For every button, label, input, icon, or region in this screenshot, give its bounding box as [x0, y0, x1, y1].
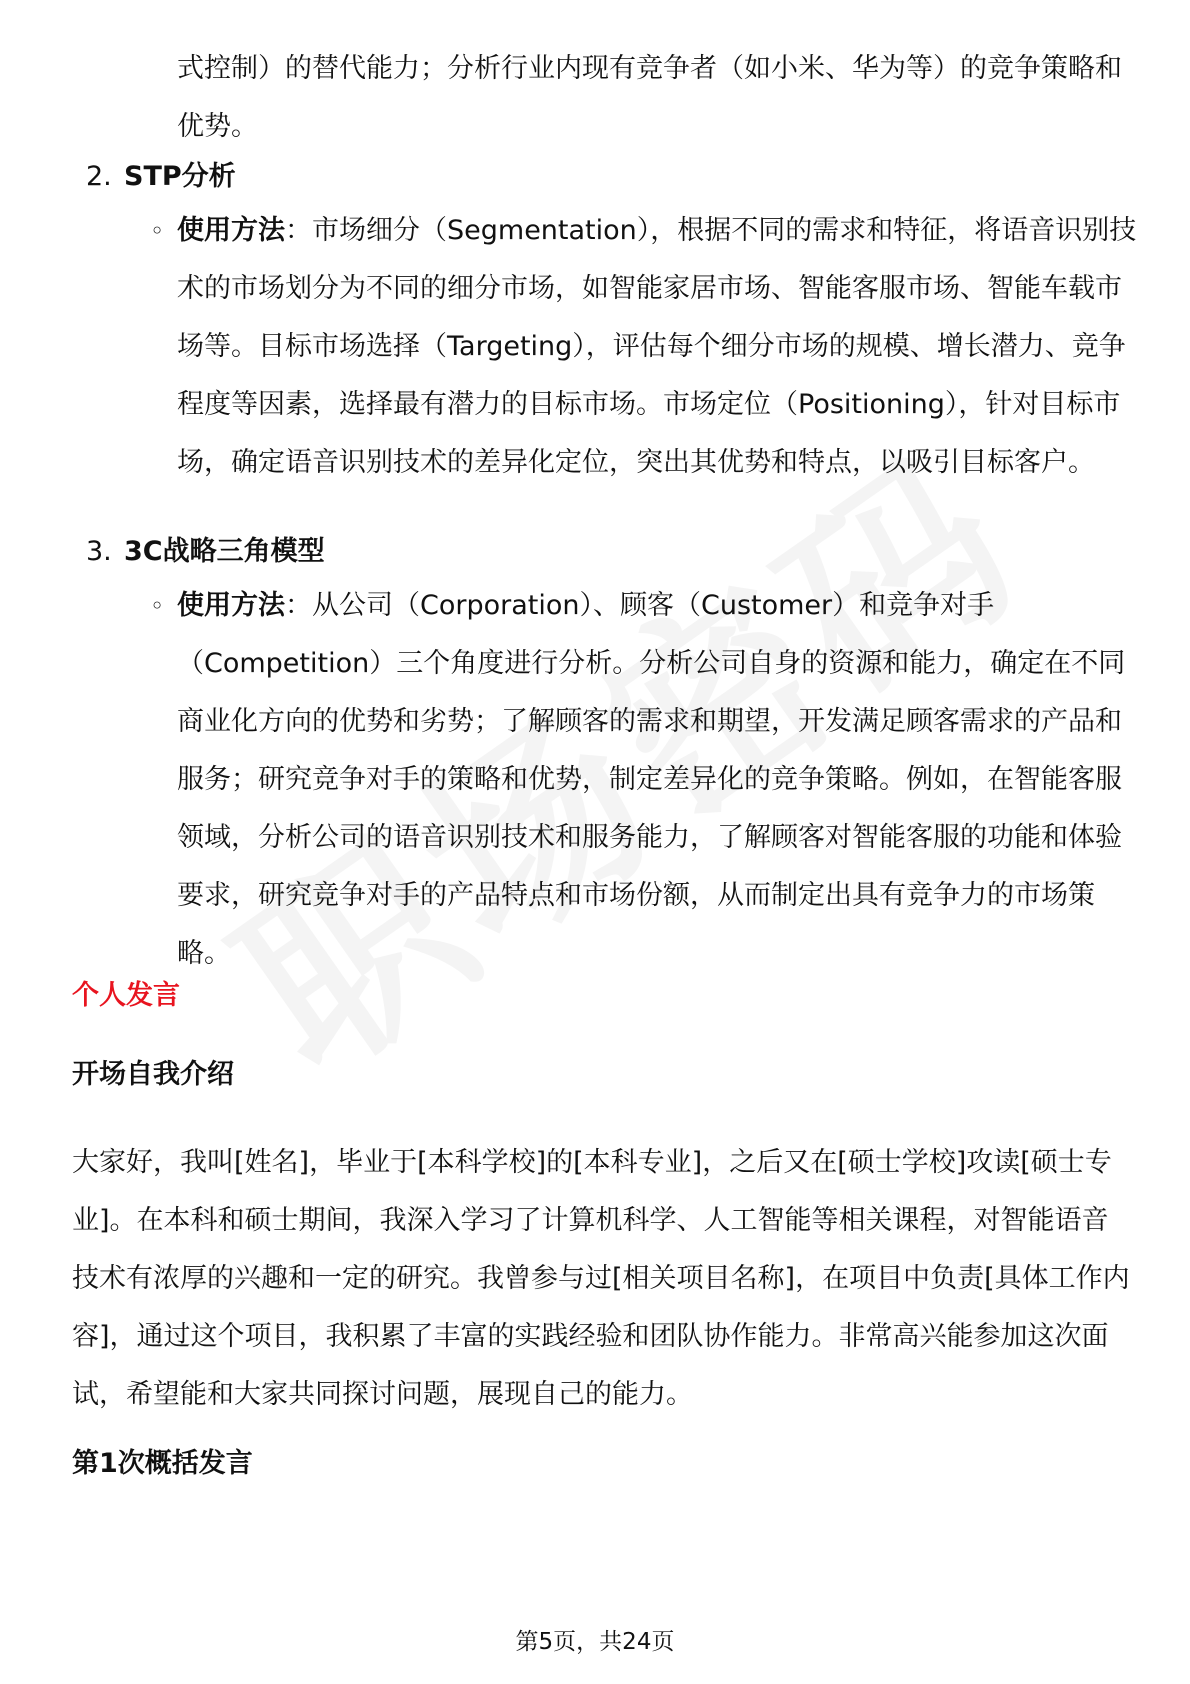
list-item-stp [86, 148, 236, 206]
summary-heading: 第1次概括发言 [72, 1448, 253, 1479]
usage-label: 使用方法 [177, 590, 285, 621]
stp-usage-paragraph [177, 202, 1137, 492]
usage-text: ：从公司（Corporation）、顾客（Customer）和竞争对手（Competition）三个角度进行分析。分析公司自身的资源和能力，确定在不同商业化方向的优势和劣势；了解顾客的需求和期望，开发满足顾客需求的产品和服务；研究竞争对手的策略和优势，制定差异化的竞争策略。例如，在智能客服领域，分析公司的语音识别技术和服务能力，了解顾客对智能客服的功能和体验要求，研究竞争对手的产品特点和市场份额，从而制定出具有竞争力的市场策略。 [177, 590, 1126, 969]
usage-text: ：市场细分（Segmentation），根据不同的需求和特征，将语音识别技术的市场划分为不同的细分市场，如智能家居市场、智能客服市场、智能车载市场等。目标市场选择（Targeting），评估每个细分市场的规模、增长潜力、竞争程度等因素，选择最有潜力的目标市场。市场定位（Positioning），针对目标市场，确定语音识别技术的差异化定位，突出其优势和特点，以吸引目标客户。 [177, 215, 1137, 478]
list-title: STP分析 [124, 161, 236, 192]
list-number: 2. [86, 161, 112, 192]
usage-label: 使用方法 [177, 215, 285, 246]
opening-heading: 开场自我介绍 [72, 1059, 234, 1090]
bullet-icon: ◦ [150, 592, 165, 620]
page-footer: 第5页，共24页 [515, 1629, 675, 1655]
list-item-3c [86, 523, 325, 581]
list-title: 3C战略三角模型 [124, 536, 325, 567]
bullet-icon: ◦ [150, 217, 165, 245]
list-number: 3. [86, 536, 112, 567]
section-title-personal-speech: 个人发言 [72, 980, 180, 1011]
continuation-paragraph: 式控制）的替代能力；分析行业内现有竞争者（如小米、华为等）的竞争策略和优势。 [177, 53, 1122, 142]
opening-paragraph: 大家好，我叫[姓名]，毕业于[本科学校]的[本科专业]，之后又在[硕士学校]攻读[硕士专业]。在本科和硕士期间，我深入学习了计算机科学、人工智能等相关课程，对智能语音技术有浓厚的兴趣和一定的研究。我曾参与过[相关项目名称]，在项目中负责[具体工作内容]，通过这个项目，我积累了丰富的实践经验和团队协作能力。非常高兴能参加这次面试，希望能和大家共同探讨问题，展现自己的能力。 [72, 1147, 1130, 1410]
3c-usage-paragraph [177, 577, 1137, 983]
